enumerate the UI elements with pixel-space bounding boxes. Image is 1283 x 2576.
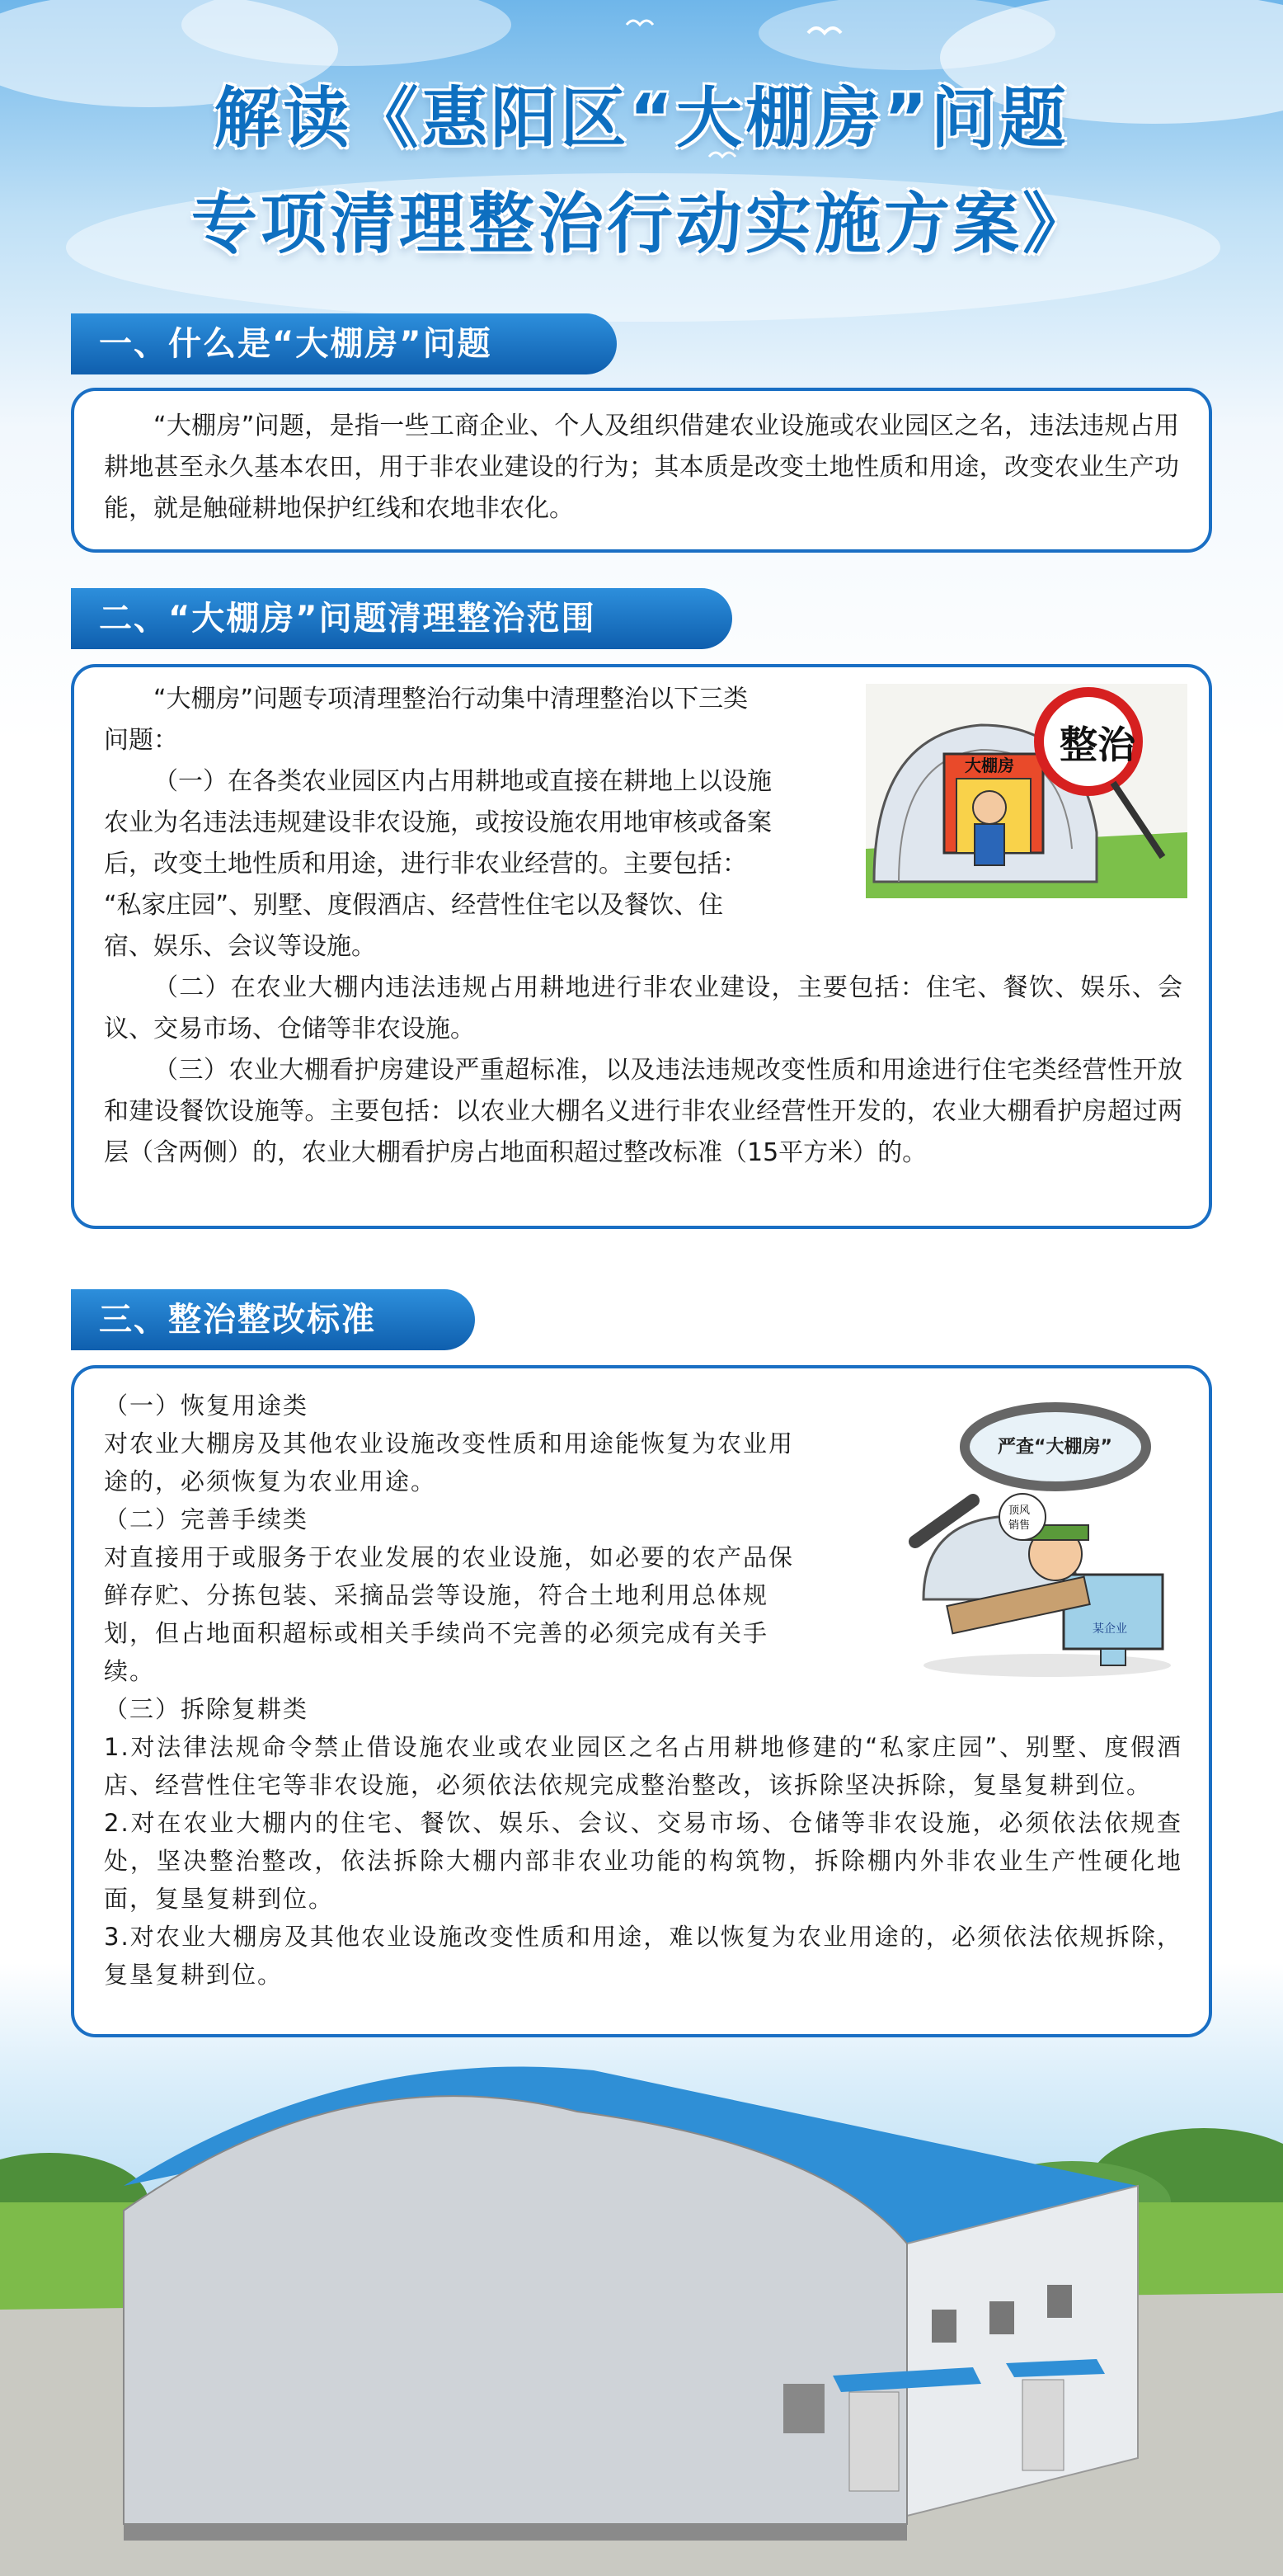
cartoon-bubble-line1: 顶风 [1008,1505,1031,1517]
section3-item2: 2.对在农业大棚内的住宅、餐饮、娱乐、会议、交易市场、仓储等非农设施，必须依法依规查处，坚决整治整改，依法拆除大棚内部非农业功能的构筑物，拆除棚内外非农业生产性硬化地面，复垦复耕到位。 [104,1809,1182,1913]
section2-item1-line3: 后，改变土地性质和用途，进行非农业经营的。主要包括： [104,850,747,878]
section2-item1-line1: （一）在各类农业园区内占用耕地或直接在耕地上以设施 [153,767,772,796]
section3-sub1-line1: 对农业大棚房及其他农业设施改变性质和用途能恢复为农业用 [104,1429,795,1458]
cartoon-magnifier-text: 严查“大棚房” [998,1437,1112,1458]
section2-item1-line4: “私家庄园”、别墅、度假酒店、经营性住宅以及餐饮、住 [104,891,724,920]
section2-item2: （二）在农业大棚内违法违规占用耕地进行非农业建设，主要包括：住宅、餐饮、娱乐、会议、交易市场、仓储等非农设施。 [104,973,1182,1043]
section3-sub2: （二）完善手续类 [104,1505,309,1533]
section3-item1: 1.对法律法规命令禁止借设施农业或农业园区之名占用耕地修建的“私家庄园”、别墅、度假酒店、经营性住宅等非农设施，必须依法依规完成整治整改，该拆除坚决拆除，复垦复耕到位。 [104,1733,1182,1799]
section2-item3: （三）农业大棚看护房建设严重超标准，以及违法违规改变性质和用途进行住宅类经营性开放和建设餐饮设施等。主要包括：以农业大棚名义进行非农业经营性开发的，农业大棚看护房超过两层（含两侧）的，农业大棚看护房占地面积超过整改标准（15平方米）的。 [104,1056,1182,1167]
section3-bottom-text [104,1690,1182,1994]
section1-text: “大棚房”问题，是指一些工商企业、个人及组织借建农业设施或农业园区之名，违法违规占用耕地甚至永久基本农田，用于非农业建设的行为；其本质是改变土地性质和用途，改变农业生产功能，就是触碰耕地保护红线和农地非农化。 [104,412,1179,523]
section2-heading: 二、“大棚房”问题清理整治范围 [71,588,732,649]
section3-heading: 三、整治整改标准 [71,1289,475,1350]
cartoon-sign-text: 整治 [1060,723,1135,767]
section2-item1-line2: 农业为名违法违规建设非农设施，或按设施农用地审核或备案 [104,808,772,837]
page-title-line1: 解读《惠阳区“大棚房”问题 [214,80,1069,157]
section3-cartoon [899,1401,1196,1682]
section2-intro-line2: 问题： [104,726,178,755]
section1-heading: 一、什么是“大棚房”问题 [71,313,617,374]
cartoon-house-label: 大棚房 [965,756,1014,775]
section1-box [71,388,1212,553]
section3-sub2-line2: 鲜存贮、分拣包装、采摘品尝等设施，符合土地利用总体规 [104,1581,769,1609]
section2-bottom-text [104,968,1182,1174]
section2-left-text [104,679,928,968]
section3-sub2-line4: 续。 [104,1657,156,1685]
cartoon-bubble-line2: 销售 [1008,1519,1031,1532]
page-title [0,66,1283,277]
section2-intro-line1: “大棚房”问题专项清理整治行动集中清理整治以下三类 [153,685,749,713]
page-title-line2: 专项清理整治行动实施方案》 [191,186,1092,262]
section3-box [71,1365,1212,2037]
section2-item1-line5: 宿、娱乐、会议等设施。 [104,932,376,961]
dove-icon [627,21,653,25]
section3-sub2-line3: 划，但占地面积超标或相关手续尚不完善的必须完成有关手 [104,1619,769,1647]
section3-item3: 3.对农业大棚房及其他农业设施改变性质和用途，难以恢复为农业用途的，必须依法依规拆除，复垦复耕到位。 [104,1923,1182,1989]
section3-sub2-line1: 对直接用于或服务于农业发展的农业设施，如必要的农产品保 [104,1543,795,1571]
section3-sub1: （一）恢复用途类 [104,1392,309,1420]
cartoon-company-tag: 某企业 [1093,1622,1127,1636]
section2-cartoon [866,684,1187,898]
section3-sub1-line2: 途的，必须恢复为农业用途。 [104,1467,437,1495]
section3-top-text [104,1387,961,1690]
greenhouse-building-illustration [0,1996,1283,2576]
section3-sub3: （三）拆除复耕类 [104,1695,309,1723]
section2-box [71,664,1212,1229]
